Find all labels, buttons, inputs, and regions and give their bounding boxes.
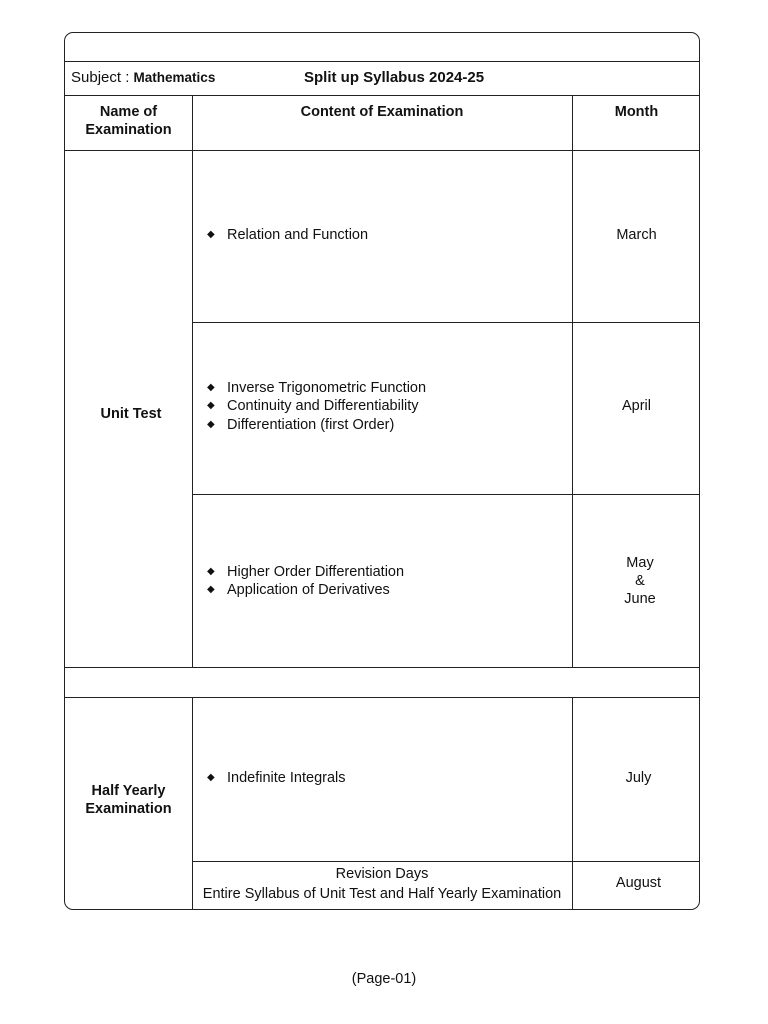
bullet-icon: ◆ <box>207 566 215 577</box>
column-header-name <box>65 103 192 139</box>
topic-label: Application of Derivatives <box>227 582 390 598</box>
row-divider <box>65 150 699 151</box>
month-cell: March <box>616 227 657 243</box>
month-cell: August <box>615 875 662 891</box>
bullet-icon: ◆ <box>207 400 215 411</box>
month-cell: July <box>625 770 652 786</box>
topic-label: Higher Order Differentiation <box>227 564 405 580</box>
topic-label: Differentiation (first Order) <box>227 417 395 433</box>
bullet-icon: ◆ <box>207 419 215 430</box>
row-divider <box>192 322 699 323</box>
column-header-content: Content of Examination <box>300 104 464 120</box>
revision-title: Revision Days <box>335 866 429 882</box>
page-number: (Page-01) <box>351 971 417 987</box>
exam-name-unit-test: Unit Test <box>100 406 162 422</box>
exam-name-line: Examination <box>85 801 172 817</box>
row-divider <box>65 697 699 698</box>
topic-label: Relation and Function <box>227 227 369 243</box>
revision-text: Entire Syllabus of Unit Test and Half Yearly Examination <box>202 886 562 902</box>
subject-label: Subject : <box>71 69 130 86</box>
column-header-name-line: Examination <box>85 122 172 138</box>
document-title: Split up Syllabus 2024-25 <box>304 69 485 86</box>
row-divider <box>65 667 699 668</box>
topic-label: Continuity and Differentiability <box>227 398 419 414</box>
month-line: May <box>626 555 654 571</box>
topic-label: Inverse Trigonometric Function <box>227 380 427 396</box>
month-line: & <box>635 573 645 589</box>
subject-line <box>71 69 215 87</box>
row-divider <box>192 494 699 495</box>
column-header-name-line: Name of <box>99 104 158 120</box>
bullet-icon: ◆ <box>207 382 215 393</box>
row-divider <box>192 861 699 862</box>
syllabus-table <box>64 32 700 910</box>
bullet-icon: ◆ <box>207 229 215 240</box>
exam-name-line: Half Yearly <box>91 783 166 799</box>
column-divider <box>192 95 193 667</box>
subject-value: Mathematics <box>133 70 216 85</box>
exam-name-half-yearly <box>65 782 192 818</box>
row-divider <box>65 95 699 96</box>
row-divider <box>65 61 699 62</box>
month-line: June <box>624 591 656 607</box>
month-cell <box>572 554 700 608</box>
bullet-icon: ◆ <box>207 772 215 783</box>
column-header-month: Month <box>614 104 659 120</box>
month-cell: April <box>621 398 651 414</box>
topic-label: Indefinite Integrals <box>227 770 346 786</box>
bullet-icon: ◆ <box>207 584 215 595</box>
